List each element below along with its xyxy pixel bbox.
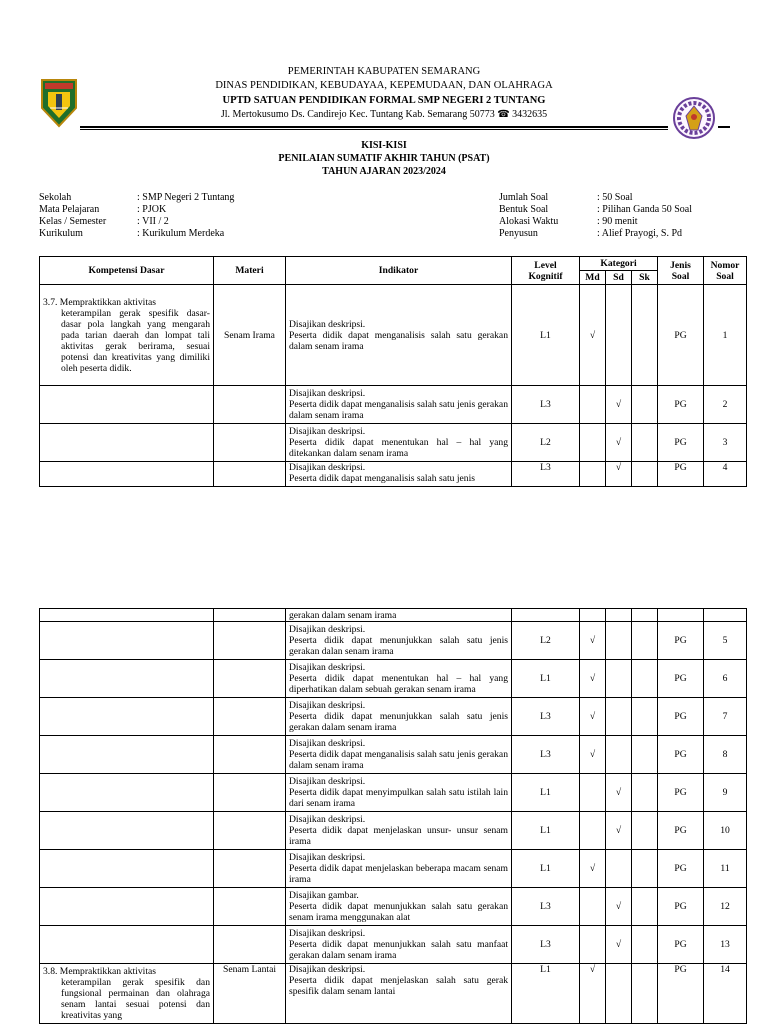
level-cell: L1: [512, 850, 580, 888]
indikator-text: Peserta didik dapat menganalisis salah satu jenis gerakan dalam senam irama: [289, 399, 508, 421]
indikator-text: Peserta didik dapat menjelaskan beberapa macam senam irama: [289, 863, 508, 885]
sk-cell: [632, 888, 658, 926]
info-label: Bentuk Soal: [499, 204, 549, 215]
md-cell: [580, 926, 606, 964]
materi-cell: [214, 850, 286, 888]
jenis-cell: PG: [658, 462, 704, 487]
materi-cell: [214, 812, 286, 850]
level-cell: L2: [512, 622, 580, 660]
level-cell: L3: [512, 698, 580, 736]
info-label: Jumlah Soal: [499, 192, 549, 203]
jenis-cell: PG: [658, 285, 704, 386]
kd-cell: [40, 812, 214, 850]
jenis-cell: PG: [658, 424, 704, 462]
indikator-intro: Disajikan deskripsi.: [289, 462, 366, 473]
sd-cell: [606, 736, 632, 774]
indikator-cell: [286, 660, 512, 698]
check-mark-icon: √: [606, 812, 632, 850]
sk-cell: [632, 462, 658, 487]
materi-cell: [214, 736, 286, 774]
nomor-cell: 10: [704, 812, 747, 850]
level-cell: L1: [512, 774, 580, 812]
info-value: : PJOK: [137, 204, 167, 215]
sk-cell: [632, 609, 658, 622]
indikator-cell: [286, 964, 512, 1024]
header-md: Md: [580, 271, 606, 285]
info-value: : Alief Prayogi, S. Pd: [597, 228, 683, 239]
sk-cell: [632, 850, 658, 888]
table-row: [40, 660, 747, 698]
materi-cell: [214, 424, 286, 462]
kd-cell: [40, 926, 214, 964]
gov-header-line: PEMERINTAH KABUPATEN SEMARANG: [287, 66, 481, 77]
header-kategori: Kategori: [580, 257, 658, 271]
table-row: [40, 285, 747, 386]
md-cell: [580, 424, 606, 462]
info-label: Kurikulum: [39, 228, 83, 239]
kd-cell: [40, 850, 214, 888]
table-row: [40, 462, 747, 487]
agency-header-line: DINAS PENDIDIKAN, KEBUDAYAA, KEPEMUDAAN, DAN OLAHRAGA: [215, 80, 553, 91]
table-row: [40, 926, 747, 964]
md-cell: [580, 774, 606, 812]
table-row: [40, 622, 747, 660]
table-row: [40, 736, 747, 774]
indikator-cell: [286, 850, 512, 888]
level-cell: L1: [512, 660, 580, 698]
materi-cell: [214, 888, 286, 926]
indikator-intro: Disajikan deskripsi.: [289, 814, 366, 825]
indikator-text: Peserta didik dapat menentukan hal – hal yang ditekankan dalam senam irama: [289, 437, 508, 459]
jenis-cell: PG: [658, 698, 704, 736]
check-mark-icon: √: [580, 850, 606, 888]
jenis-cell: PG: [658, 888, 704, 926]
materi-cell: [214, 609, 286, 622]
indikator-cell: [286, 285, 512, 386]
jenis-cell: PG: [658, 850, 704, 888]
check-mark-icon: √: [606, 386, 632, 424]
nomor-cell: 4: [704, 462, 747, 487]
indikator-cell: [286, 774, 512, 812]
indikator-cell: [286, 386, 512, 424]
indikator-cell: [286, 812, 512, 850]
nomor-cell: 3: [704, 424, 747, 462]
indikator-cell: [286, 424, 512, 462]
header-jenis-2: Soal: [671, 270, 690, 282]
table-row: [40, 424, 747, 462]
md-cell: [580, 386, 606, 424]
kd-cell: [40, 424, 214, 462]
materi-cell: [214, 622, 286, 660]
nomor-cell: 14: [704, 964, 747, 1024]
info-value: : VII / 2: [137, 216, 169, 227]
indikator-intro: Disajikan deskripsi.: [289, 388, 366, 399]
indikator-cell: [286, 462, 512, 487]
info-left-labels: [39, 192, 106, 240]
level-cell: L2: [512, 424, 580, 462]
materi-cell: [214, 462, 286, 487]
sk-cell: [632, 698, 658, 736]
indikator-intro: Disajikan deskripsi.: [289, 318, 366, 330]
info-right-labels: [499, 192, 558, 240]
table-row: [40, 386, 747, 424]
sd-cell: [606, 609, 632, 622]
school-header-line: UPTD SATUAN PENDIDIKAN FORMAL SMP NEGERI 2 TUNTANG: [222, 95, 546, 106]
nomor-cell: [704, 609, 747, 622]
materi-cell: [214, 386, 286, 424]
indikator-intro: Disajikan deskripsi.: [289, 852, 366, 863]
nomor-cell: 6: [704, 660, 747, 698]
indikator-text: Peserta didik dapat menunjukkan salah satu jenis gerakan dalan senam irama: [289, 635, 508, 657]
sk-cell: [632, 736, 658, 774]
indikator-text: Peserta didik dapat menunjukkan salah satu jenis gerakan dalam senam irama: [289, 711, 508, 733]
kd-cell: [40, 736, 214, 774]
check-mark-icon: √: [580, 736, 606, 774]
nomor-cell: 1: [704, 285, 747, 386]
jenis-cell: PG: [658, 964, 704, 1024]
jenis-cell: PG: [658, 660, 704, 698]
check-mark-icon: √: [606, 926, 632, 964]
indikator-intro: Disajikan deskripsi.: [289, 662, 366, 673]
kd-cell: [40, 285, 214, 386]
header-nomor-2: Soal: [716, 270, 734, 282]
level-cell: L1: [512, 812, 580, 850]
nomor-cell: 11: [704, 850, 747, 888]
md-cell: [580, 812, 606, 850]
header-indikator: Indikator: [286, 257, 512, 285]
jenis-cell: PG: [658, 622, 704, 660]
indikator-intro: Disajikan deskripsi.: [289, 928, 366, 939]
sk-cell: [632, 964, 658, 1024]
info-label: Sekolah: [39, 192, 72, 203]
indikator-intro: Disajikan deskripsi.: [289, 426, 366, 437]
indikator-intro: Disajikan deskripsi.: [289, 776, 366, 787]
kd-cell: [40, 386, 214, 424]
info-left-values: [137, 192, 234, 240]
doc-subtitle: PENILAIAN SUMATIF AKHIR TAHUN (PSAT): [278, 153, 490, 164]
check-mark-icon: √: [580, 285, 606, 386]
jenis-cell: PG: [658, 736, 704, 774]
info-value: : 90 menit: [597, 216, 638, 227]
indikator-cell: [286, 622, 512, 660]
table-row: [40, 850, 747, 888]
sk-cell: [632, 285, 658, 386]
table-row: [40, 888, 747, 926]
nomor-cell: 5: [704, 622, 747, 660]
sd-cell: [606, 622, 632, 660]
sk-cell: [632, 424, 658, 462]
level-cell: L1: [512, 285, 580, 386]
level-cell: L3: [512, 926, 580, 964]
indikator-intro: Disajikan gambar.: [289, 890, 359, 901]
indikator-text: Peserta didik dapat menjelaskan unsur- unsur senam irama: [289, 825, 508, 847]
kd-cell: [40, 462, 214, 487]
kd-cell: [40, 774, 214, 812]
sk-cell: [632, 812, 658, 850]
indikator-intro: Disajikan deskripsi.: [289, 700, 366, 711]
info-value: : Pilihan Ganda 50 Soal: [597, 204, 692, 215]
header-level: [512, 257, 580, 285]
header-nomor: [704, 257, 747, 285]
jenis-cell: PG: [658, 774, 704, 812]
info-value: : SMP Negeri 2 Tuntang: [137, 192, 235, 203]
indikator-intro: Disajikan deskripsi.: [289, 624, 366, 635]
check-mark-icon: √: [606, 462, 632, 487]
indikator-text: Peserta didik dapat menganalisis salah satu gerakan dalam senam irama: [289, 329, 508, 352]
indikator-text: Peserta didik dapat menunjukkan salah satu gerakan senam irama menggunakan alat: [289, 901, 508, 923]
indikator-intro: Disajikan deskripsi.: [289, 964, 366, 975]
header-rule-thin: [80, 129, 668, 130]
table-row: [40, 774, 747, 812]
check-mark-icon: √: [580, 698, 606, 736]
nomor-cell: 2: [704, 386, 747, 424]
header-level-1: Level: [534, 259, 557, 271]
kd-text: keterampilan gerak spesifik dasar-dasar pola langkah yang mengarah pada tarian daerah dan lompat tali aktivitas gerak berirama, sesuai potensi dan kreativitas yang dimiliki oleh peserta didik.: [61, 307, 210, 374]
page2-rows: [40, 622, 747, 964]
nomor-cell: 8: [704, 736, 747, 774]
sd-cell: [606, 660, 632, 698]
md-cell: [580, 462, 606, 487]
check-mark-icon: √: [606, 774, 632, 812]
sk-cell: [632, 622, 658, 660]
kd-text: keterampilan gerak spesifik dan fungsional permainan dan olahraga senam lantai sesuai potensi dan kreativitas yang: [61, 977, 210, 1021]
md-cell: [580, 609, 606, 622]
sk-cell: [632, 774, 658, 812]
header-jenis-1: Jenis: [670, 259, 691, 271]
level-cell: L3: [512, 736, 580, 774]
info-right-values: [597, 192, 692, 240]
header-sk: Sk: [632, 271, 658, 285]
level-cell: L1: [512, 964, 580, 1024]
indikator-text: Peserta didik dapat menunjukkan salah satu manfaat gerakan dalam senam irama: [289, 939, 508, 961]
kd-first-line: 3.8. Mempraktikkan aktivitas: [43, 966, 156, 977]
indikator-cell: [286, 888, 512, 926]
indikator-text: Peserta didik dapat menganalisis salah satu jenis gerakan dalam senam irama: [289, 749, 508, 771]
jenis-cell: [658, 609, 704, 622]
check-mark-icon: √: [580, 622, 606, 660]
kisi-table-page1: [39, 256, 747, 487]
nomor-cell: 7: [704, 698, 747, 736]
table-row: [40, 609, 747, 622]
kisi-table-page2: [39, 608, 747, 1024]
jenis-cell: PG: [658, 386, 704, 424]
table-row: [40, 964, 747, 1024]
info-value: : Kurikulum Merdeka: [137, 228, 225, 239]
level-cell: [512, 609, 580, 622]
indikator-intro: Disajikan deskripsi.: [289, 738, 366, 749]
header-jenis: [658, 257, 704, 285]
indikator-text: Peserta didik dapat menyimpulkan salah satu istilah lain dari senam irama: [289, 787, 508, 809]
info-label: Penyusun: [499, 228, 538, 239]
sd-cell: [606, 964, 632, 1024]
nomor-cell: 9: [704, 774, 747, 812]
info-label: Mata Pelajaran: [39, 204, 100, 215]
level-cell: L3: [512, 462, 580, 487]
materi-cell: [214, 926, 286, 964]
sk-cell: [632, 926, 658, 964]
doc-year: TAHUN AJARAN 2023/2024: [322, 166, 446, 177]
header-kd: Kompetensi Dasar: [40, 257, 214, 285]
sd-cell: [606, 698, 632, 736]
materi-cell: [214, 660, 286, 698]
check-mark-icon: √: [580, 964, 606, 1024]
indikator-cell: [286, 698, 512, 736]
kd-cell: [40, 888, 214, 926]
kd-cell: [40, 622, 214, 660]
table-row: [40, 698, 747, 736]
table-row: [40, 812, 747, 850]
info-value: : 50 Soal: [597, 192, 633, 203]
materi-cell: [214, 698, 286, 736]
indikator-cell: [286, 736, 512, 774]
jenis-cell: PG: [658, 812, 704, 850]
check-mark-icon: √: [580, 660, 606, 698]
info-label: Kelas / Semester: [39, 216, 107, 227]
header-rule-end: [718, 126, 730, 128]
kd-first-line: 3.7. Mempraktikkan aktivitas: [43, 296, 156, 308]
kd-cell: [40, 964, 214, 1024]
materi-cell: Senam Lantai: [214, 964, 286, 1024]
sd-cell: [606, 850, 632, 888]
sk-cell: [632, 386, 658, 424]
header-nomor-1: Nomor: [710, 259, 740, 271]
materi-cell: [214, 774, 286, 812]
kd-cell: [40, 609, 214, 622]
sd-cell: [606, 285, 632, 386]
sk-cell: [632, 660, 658, 698]
nomor-cell: 12: [704, 888, 747, 926]
header-sd: Sd: [606, 271, 632, 285]
nomor-cell: 13: [704, 926, 747, 964]
level-cell: L3: [512, 888, 580, 926]
doc-title: KISI-KISI: [361, 140, 407, 151]
school-address: Jl. Mertokusumo Ds. Candirejo Kec. Tuntang Kab. Semarang 50773 ☎ 3432635: [220, 109, 548, 120]
header-rule: [80, 126, 668, 128]
indikator-text: Peserta didik dapat menganalisis salah satu jenis: [289, 473, 475, 484]
materi-cell: Senam Irama: [214, 285, 286, 386]
indikator-text: Peserta didik dapat menjelaskan salah satu gerak spesifik dalam senam lantai: [289, 975, 508, 997]
header-materi: Materi: [214, 257, 286, 285]
md-cell: [580, 888, 606, 926]
header-level-2: Kognitif: [528, 270, 563, 282]
check-mark-icon: √: [606, 424, 632, 462]
jenis-cell: PG: [658, 926, 704, 964]
kd-cell: [40, 698, 214, 736]
indikator-cell: [286, 926, 512, 964]
indikator-text: Peserta didik dapat menentukan hal – hal yang diperhatikan dalam sebuah gerakan senam irama: [289, 673, 508, 695]
indikator-continuation: gerakan dalam senam irama: [286, 609, 512, 622]
info-label: Alokasi Waktu: [499, 216, 559, 227]
check-mark-icon: √: [606, 888, 632, 926]
level-cell: L3: [512, 386, 580, 424]
kd-cell: [40, 660, 214, 698]
